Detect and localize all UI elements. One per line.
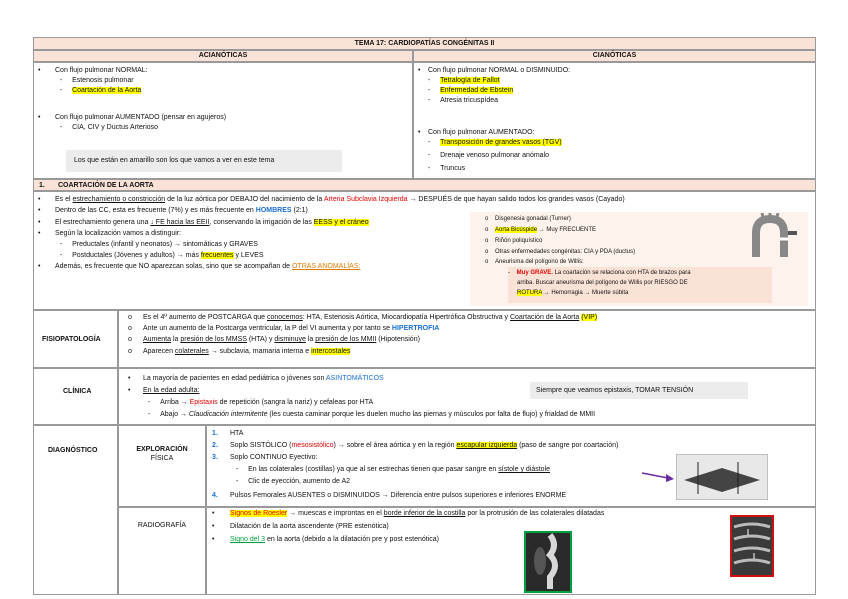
expl-label-2: FÍSICA <box>150 455 174 462</box>
epistaxis-note-box <box>530 382 748 399</box>
anomaly-3: o Riñón poliquístico <box>485 238 543 244</box>
acian-n1-row: - Estenosis pulmonar <box>60 77 134 84</box>
s1-line1: Es el estrechamiento o constricción de la luz aórtica por DEBAJO del nacimiento de la Arteria Subclavia Izquierda → DESPUÉS de que hayan salido todos los grandes vasos (Cayado) <box>55 196 625 203</box>
diagram-pointer <box>788 231 797 235</box>
cian-a1-row: - Transposición de grandes vasos (TGV) <box>428 139 562 146</box>
bullet: • <box>38 67 41 74</box>
clinica-line3: - Arriba → Epistaxis de repetición (sangra la nariz) y cefaleas por HTA <box>148 399 374 406</box>
bullet: • <box>38 230 41 237</box>
acian-a1: CIA, CIV y Ductus Arterioso <box>72 124 159 131</box>
cian-n1: Tetralogía de Fallot <box>440 77 500 84</box>
fisio-line1: Es el 4º aumento de POSTCARGA que conocemos: HTA, Estenosis Aórtica, Miocardiopatía Hipertrófica Obstructiva y Coartación de la Aorta (VIP) <box>143 314 598 321</box>
expl-label-cell <box>118 425 206 507</box>
e1-number: 1. <box>212 430 218 437</box>
cian-a1: Transposición de grandes vasos (TGV) <box>440 139 562 146</box>
cian-normal: Con flujo pulmonar NORMAL o DISMINUIDO: <box>428 67 571 74</box>
bullet: o <box>128 348 132 355</box>
bullet: • <box>212 523 215 530</box>
clinica-label: CLÍNICA <box>63 388 92 395</box>
cian-n2: Enfermedad de Ebstein <box>440 87 514 94</box>
s1-line6: - Postductales (Jóvenes y adultos) → más frecuentes y LEVES <box>60 252 264 259</box>
bullet: • <box>128 375 131 382</box>
anomaly-4: o Otras enfermedades congénitas: CIA y PDA (ductus) <box>485 249 636 255</box>
cian-n2-row: - Enfermedad de Ebstein <box>428 87 514 94</box>
bullet: o <box>128 325 132 332</box>
acian-n2: Coartación de la Aorta <box>72 87 142 94</box>
rx-label: RADIOGRAFÍA <box>137 522 187 529</box>
e3-text: Soplo CONTINUO Eyectivo: <box>230 454 318 461</box>
rx-body <box>206 507 816 595</box>
vessel-3 <box>776 213 778 221</box>
r3-text: Signo del 3 en la aorta (debido a la dilatación pre y post estenótica) <box>230 536 439 543</box>
bullet: • <box>212 536 215 543</box>
cian-n1-row: - Tetralogía de Fallot <box>428 77 500 84</box>
e3a-text: - En las colaterales (costillas) ya que al ser estrechas tienen que pasar sangre en sístole y diástole <box>236 466 551 473</box>
bullet: • <box>38 207 41 214</box>
section-title: COARTACIÓN DE LA AORTA <box>58 182 154 189</box>
acian-normal: Con flujo pulmonar NORMAL: <box>55 67 148 74</box>
anomaly-2: o Aorta Bicúspide → Muy FRECUENTE <box>485 227 597 233</box>
bullet: • <box>418 67 421 74</box>
s1-line5: - Preductales (infantil y neonatos) → sintomáticas y GRAVES <box>60 241 258 248</box>
s1-line7: Además, es frecuente que NO aparezcan solas, sino que se acompañan de OTRAS ANOMALÍAS: <box>55 263 361 270</box>
diag-label: DIAGNÓSTICO <box>48 447 98 454</box>
willis-line2: arriba. Buscar aneurisma del polígono de Willis por RIESGO DE <box>517 280 688 286</box>
cian-aumentado: Con flujo pulmonar AUMENTADO: <box>428 129 535 136</box>
vessel-1 <box>762 213 764 221</box>
acian-a1-row: - CIA, CIV y Ductus Arterioso <box>60 124 159 131</box>
yellow-note-box <box>66 150 342 172</box>
e1-text: HTA <box>230 430 244 437</box>
acian-n2-row: - Coartación de la Aorta <box>60 87 142 94</box>
e3b-text: - Clic de eyección, aumento de A2 <box>236 478 351 485</box>
section-1-header <box>33 179 816 191</box>
anomaly-5: o Aneurisma del polígono de Willis: <box>485 259 584 265</box>
cian-n3-row: - Atresia tricuspídea <box>428 97 499 104</box>
e4-text: Pulsos Femorales AUSENTES o DISMINUIDOS → Diferencia entre pulsos superiores e inferiores ENORME <box>230 492 567 499</box>
rx-label-cell <box>118 507 206 595</box>
xray-sign-of-3 <box>524 531 572 593</box>
bullet: o <box>128 314 132 321</box>
cian-a2-row: - Drenaje venoso pulmonar anómalo <box>428 152 550 159</box>
fisio-label: FISIOPATOLOGÍA <box>42 336 101 343</box>
s1-line2: Dentro de las CC, esta es frecuente (7%) y es más frecuente en HOMBRES (2:1) <box>55 207 308 214</box>
bullet: o <box>128 336 132 343</box>
epistaxis-note: Siempre que veamos epistaxis, TOMAR TENSIÓN <box>536 387 694 394</box>
fisio-line4: Aparecen colaterales → subclavia, mamaria interna e intercostales <box>143 348 351 355</box>
e4-number: 4. <box>212 492 218 499</box>
e2-number: 2. <box>212 442 218 449</box>
anomaly-1: o Disgenesia gonadal (Turner) <box>485 216 571 222</box>
col-header-acianoticas: ACIANÓTICAS <box>33 50 413 62</box>
fisio-line3: Aumenta la presión de los MMSS (HTA) y disminuye la presión de los MMII (Hipotensión) <box>143 336 420 343</box>
title-bar <box>33 37 816 50</box>
clinica-line2: En la edad adulta: <box>143 387 200 394</box>
r2-text: Dilatación de la aorta ascendente (PRE estenótica) <box>230 523 389 530</box>
cian-n3: Atresia tricuspídea <box>440 97 499 104</box>
e3-number: 3. <box>212 454 218 461</box>
cian-a3: Truncus <box>440 165 466 172</box>
xray-shadow <box>534 547 546 575</box>
fisio-label-cell <box>33 310 118 368</box>
bullet: • <box>38 219 41 226</box>
diag-label-cell <box>33 425 118 595</box>
col-header-cianoticas: CIANÓTICAS <box>413 50 816 62</box>
clinica-label-cell <box>33 368 118 425</box>
bullet: • <box>418 129 421 136</box>
cian-a3-row: - Truncus <box>428 165 466 172</box>
fisio-line2: Ante un aumento de la Postcarga ventricular, la P del VI aumenta y por tanto se HIPERTROFIA <box>143 325 440 332</box>
bullet: • <box>38 114 41 121</box>
section-number: 1. <box>39 182 45 189</box>
yellow-note: Los que están en amarillo son los que vamos a ver en este tema <box>74 157 275 164</box>
murmur-diagram <box>676 454 768 500</box>
bullet: • <box>128 387 131 394</box>
willis-line3: ROTURA → Hemorragia → Muerte súbita <box>517 290 629 296</box>
expl-label-1: EXPLORACIÓN <box>136 446 188 453</box>
aortic-arch <box>756 219 784 257</box>
s1-line4: Según la localización vamos a distinguir: <box>55 230 182 237</box>
bullet: • <box>38 263 41 270</box>
aorta-diagram <box>742 213 798 259</box>
bullet: • <box>38 196 41 203</box>
xray-roesler-sign <box>730 515 774 577</box>
willis-line1: - Muy GRAVE. La coartación se relaciona con HTA de brazos para <box>508 270 691 276</box>
page-title: TEMA 17: CARDIOPATÍAS CONGÉNITAS II <box>354 40 495 47</box>
r1-text: Signos de Roesler → muescas e improntas en el borde inferior de la costilla por la protrusión de las colaterales dilatadas <box>230 510 605 517</box>
clinica-line4: - Abajo → Claudicación intermitente (les cuesta caminar porque les duelen mucho las piernas y músculos por falta de flujo) y frialdad de MMII <box>148 411 596 418</box>
s1-line3: El estrechamiento genera una ↓ FE hacia las EEII, conservando la irrigación de las EESS y el cráneo <box>55 219 369 226</box>
bullet: • <box>212 510 215 517</box>
clinica-line1: La mayoría de pacientes en edad pediátrica o jóvenes son ASINTOMÁTICOS <box>143 375 384 382</box>
arrow-icon <box>640 470 676 482</box>
acian-aumentado: Con flujo pulmonar AUMENTADO (pensar en agujeros) <box>55 114 227 121</box>
cian-a2: Drenaje venoso pulmonar anómalo <box>440 152 550 159</box>
e2-text: Soplo SISTÓLICO (mesosistólico) → sobre el área aórtica y en la región escapular izquierda (paso de sangre por coartación) <box>230 442 619 449</box>
acian-n1: Estenosis pulmonar <box>72 77 134 84</box>
